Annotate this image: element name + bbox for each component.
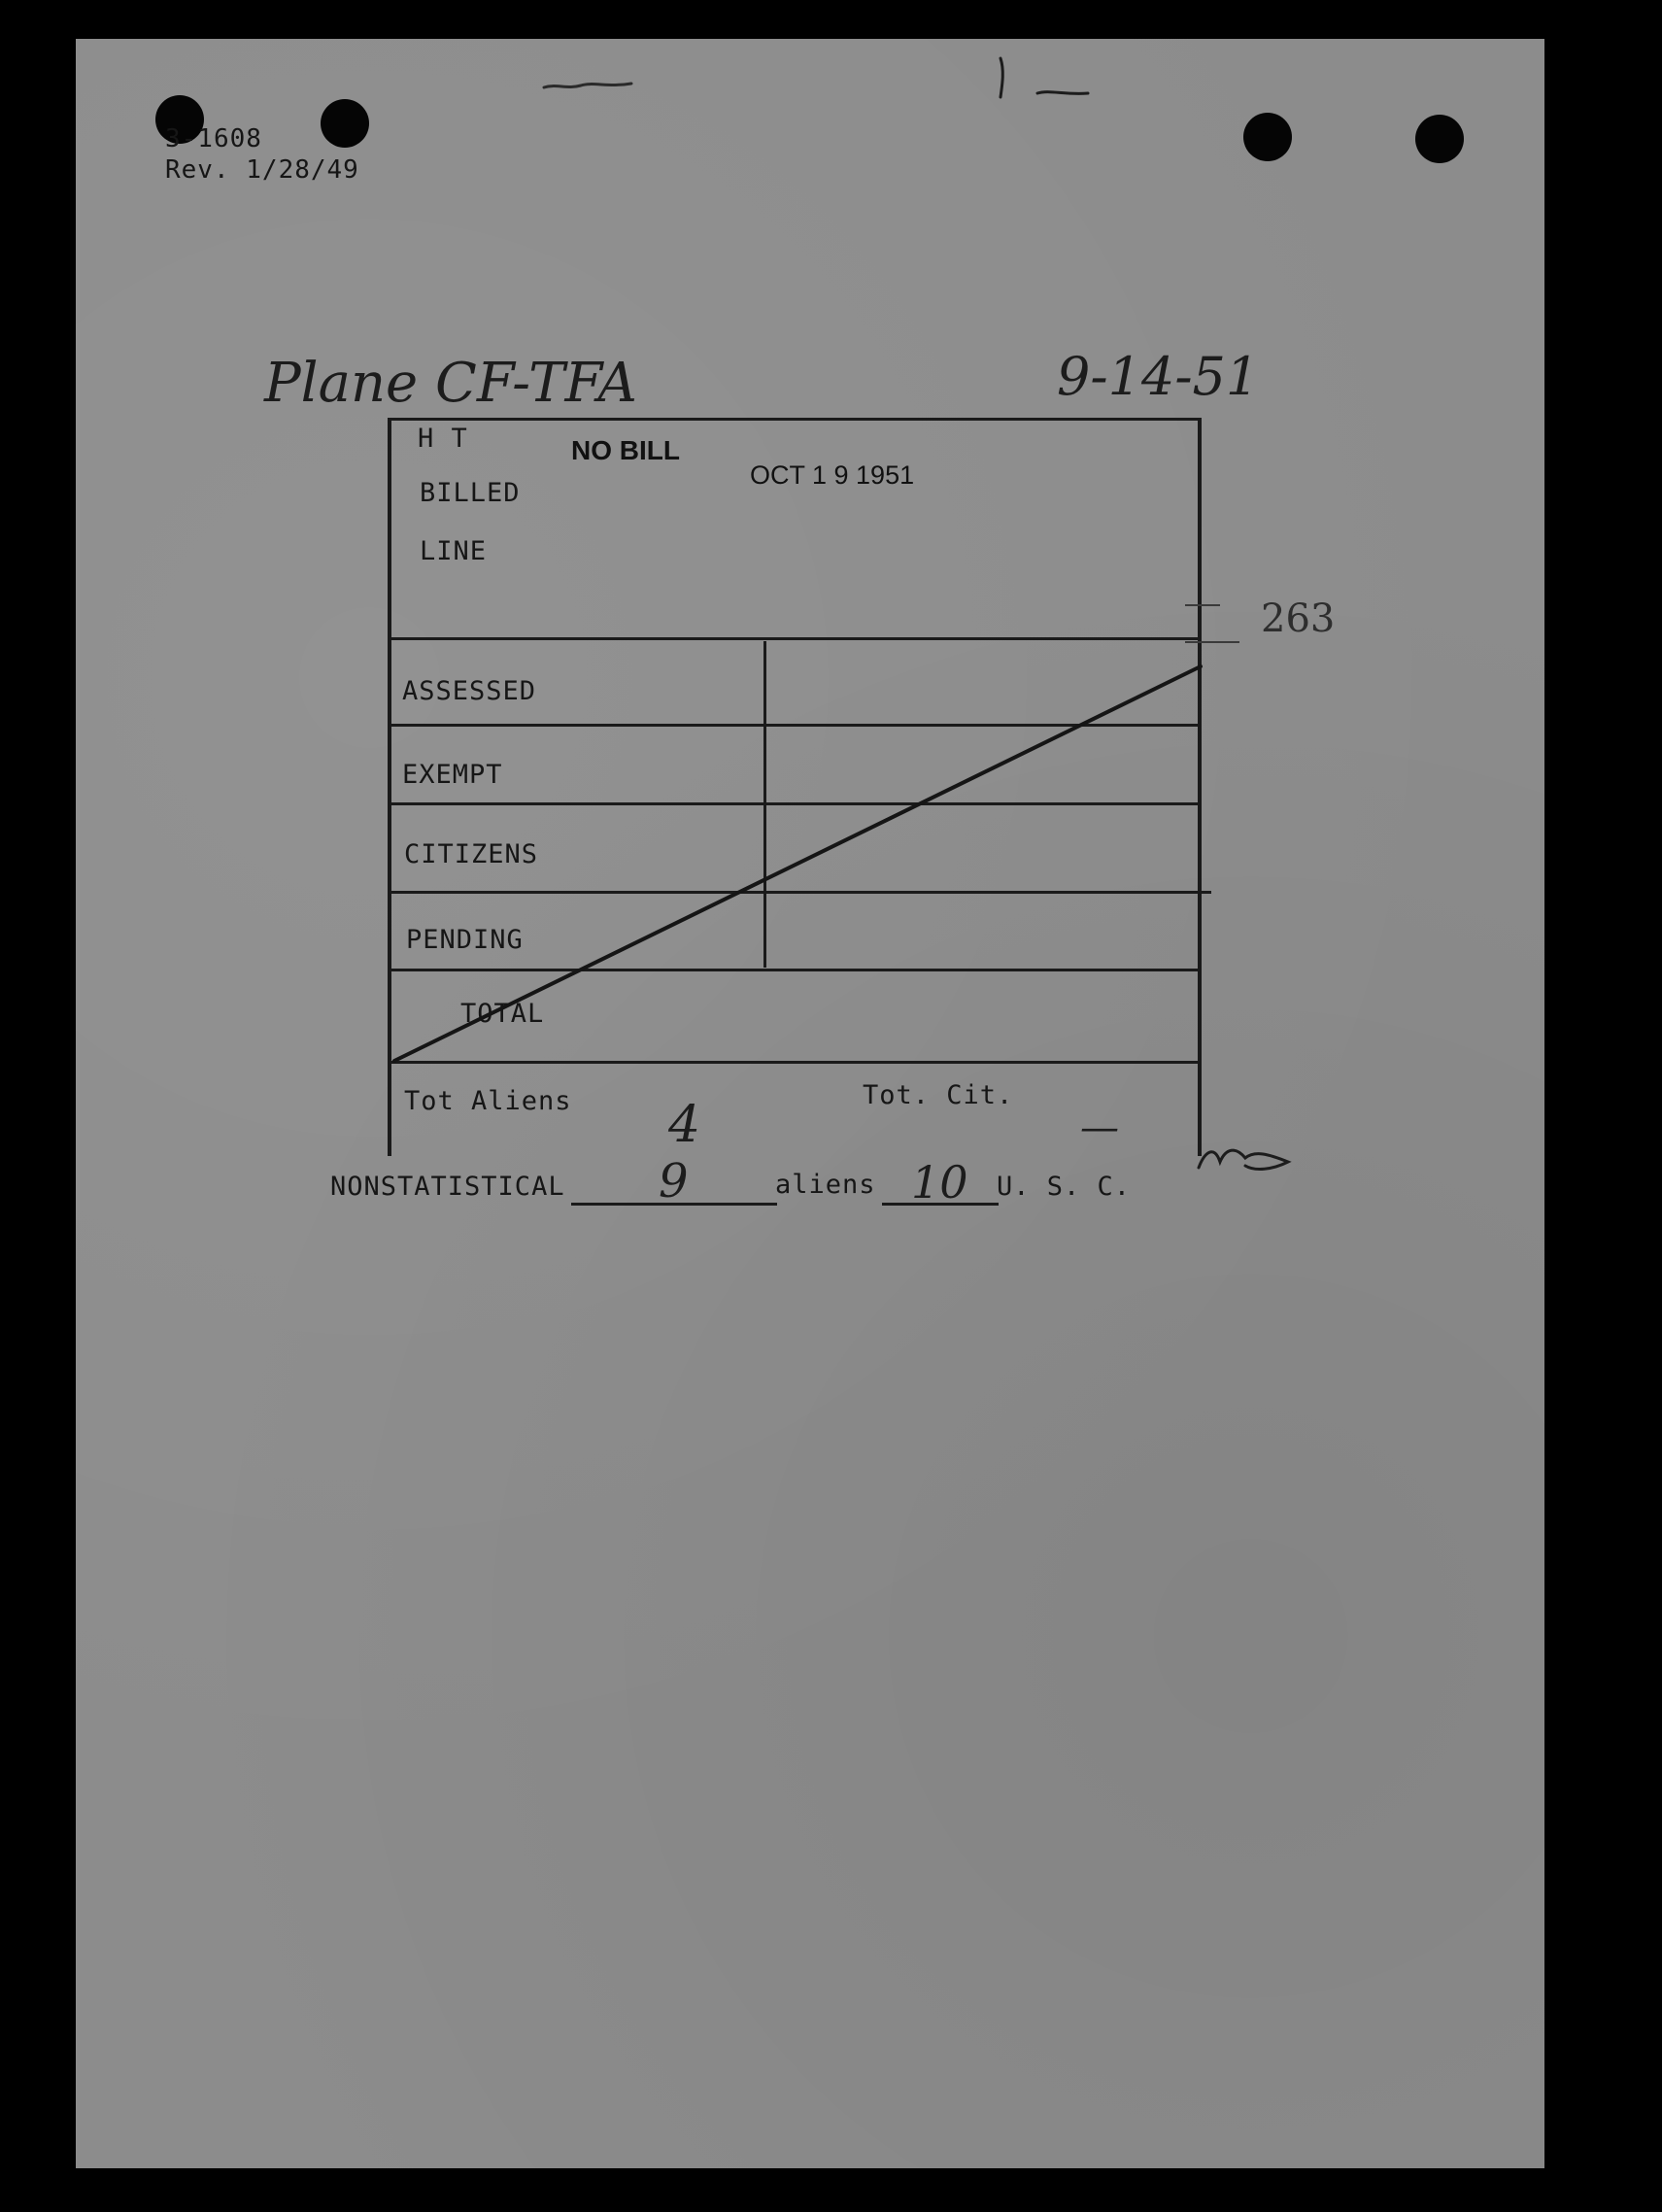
row-label-assessed: ASSESSED <box>402 676 537 706</box>
label-line: LINE <box>420 536 488 566</box>
label-ht: H T <box>418 424 468 454</box>
date-received-stamp: OCT 1 9 1951 <box>750 460 915 490</box>
nonstatistical-usc-label: U. S. C. <box>997 1172 1132 1202</box>
nonstatistical-label: NONSTATISTICAL <box>330 1172 565 1202</box>
total-citizens-value: — <box>1080 1106 1119 1150</box>
handwritten-initials <box>1199 1150 1288 1169</box>
row-label-total: TOTAL <box>460 999 545 1029</box>
page-number-stamp: 263 <box>1261 596 1336 641</box>
row-label-pending: PENDING <box>406 925 524 955</box>
label-billed: BILLED <box>420 478 521 508</box>
total-aliens-label: Tot Aliens <box>404 1086 572 1116</box>
nonstatistical-aliens-count: 9 <box>659 1154 689 1208</box>
handwritten-mark <box>1001 58 1088 97</box>
no-bill-stamp: NO BILL <box>571 435 680 465</box>
handwritten-mark <box>544 84 631 87</box>
cancellation-diagonal-line <box>394 666 1201 1061</box>
row-label-exempt: EXEMPT <box>402 760 503 790</box>
nonstatistical-aliens-label: aliens <box>775 1170 876 1200</box>
vessel-handwritten: Plane CF-TFA <box>264 352 637 415</box>
nonstatistical-usc-count: 10 <box>911 1156 968 1208</box>
date-handwritten: 9-14-51 <box>1057 346 1260 407</box>
row-label-citizens: CITIZENS <box>404 839 539 869</box>
form-revision: Rev. 1/28/49 <box>165 155 359 185</box>
total-aliens-value: 4 <box>668 1096 701 1154</box>
form-number: 3-1608 <box>165 124 262 153</box>
total-citizens-label: Tot. Cit. <box>863 1080 1014 1110</box>
